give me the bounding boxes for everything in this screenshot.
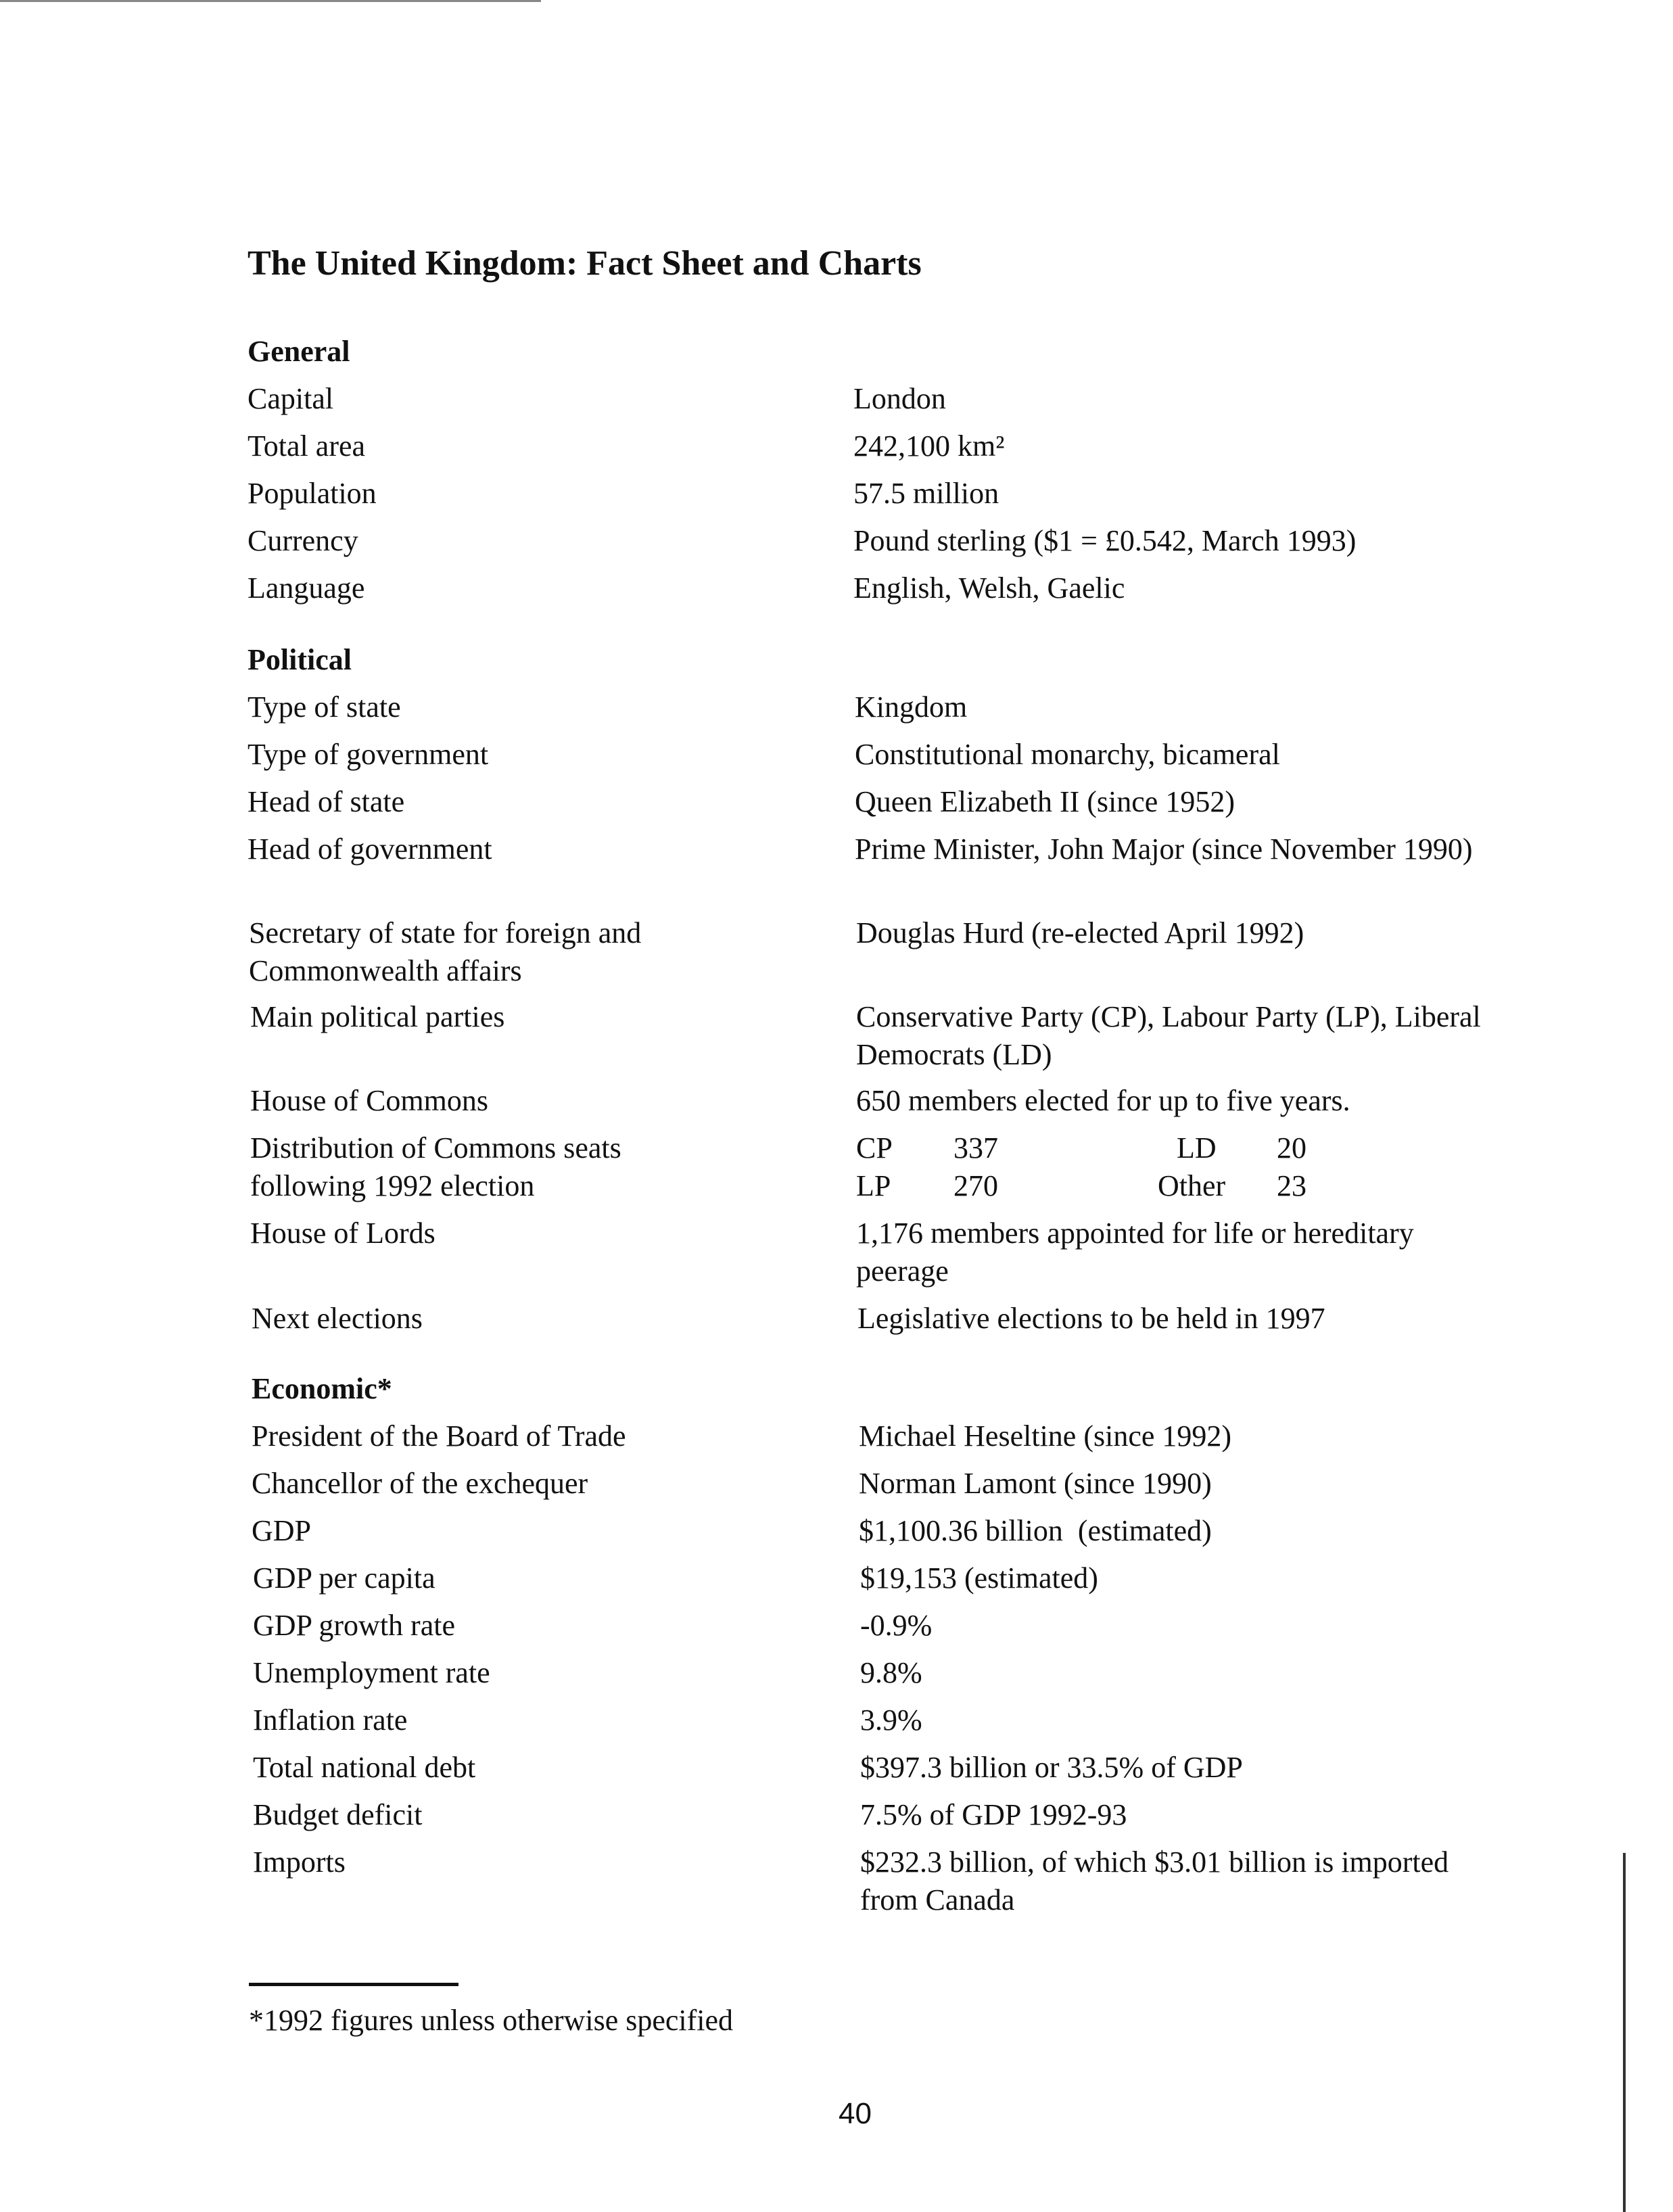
value-inflation-rate: 3.9% bbox=[860, 1703, 922, 1737]
footnote-rule bbox=[249, 1983, 458, 1986]
section-heading-political: Political bbox=[248, 643, 352, 676]
label-currency: Currency bbox=[248, 524, 358, 557]
value-house-of-commons: 650 members elected for up to five years. bbox=[856, 1084, 1350, 1117]
value-chancellor: Norman Lamont (since 1990) bbox=[859, 1467, 1212, 1500]
value-gdp: $1,100.36 billion (estimated) bbox=[859, 1514, 1212, 1547]
seat-party-ld: LD bbox=[1177, 1131, 1217, 1164]
value-head-of-state: Queen Elizabeth II (since 1952) bbox=[855, 785, 1235, 818]
label-type-of-state: Type of state bbox=[248, 690, 401, 724]
seat-count-other: 23 bbox=[1277, 1169, 1306, 1202]
value-capital: London bbox=[853, 382, 946, 415]
value-type-of-state: Kingdom bbox=[855, 690, 968, 724]
label-language: Language bbox=[248, 571, 365, 605]
section-heading-economic: Economic* bbox=[252, 1372, 392, 1405]
value-imports: $232.3 billion, of which $3.01 billion is imported from Canada bbox=[860, 1845, 1449, 1916]
label-main-political-parties: Main political parties bbox=[250, 1000, 505, 1033]
page-title: The United Kingdom: Fact Sheet and Charts bbox=[248, 244, 922, 283]
seat-party-other: Other bbox=[1158, 1169, 1226, 1202]
footnote: *1992 figures unless otherwise specified bbox=[249, 2004, 734, 2037]
label-budget-deficit: Budget deficit bbox=[253, 1798, 423, 1831]
label-chancellor: Chancellor of the exchequer bbox=[252, 1467, 588, 1500]
label-secretary-of-state: Secretary of state for foreign and Commonwealth affairs bbox=[249, 916, 642, 987]
label-house-of-lords: House of Lords bbox=[250, 1217, 435, 1250]
value-head-of-government: Prime Minister, John Major (since November 1990) bbox=[855, 832, 1473, 866]
value-main-political-parties: Conservative Party (CP), Labour Party (LP), Liberal Democrats (LD) bbox=[856, 1000, 1481, 1071]
label-total-national-debt: Total national debt bbox=[253, 1751, 476, 1784]
label-house-of-commons: House of Commons bbox=[250, 1084, 488, 1117]
label-gdp-per-capita: GDP per capita bbox=[253, 1561, 435, 1595]
value-gdp-growth-rate: -0.9% bbox=[860, 1609, 933, 1642]
value-type-of-government: Constitutional monarchy, bicameral bbox=[855, 738, 1280, 771]
value-language: English, Welsh, Gaelic bbox=[853, 571, 1125, 605]
label-head-of-government: Head of government bbox=[248, 832, 492, 866]
seat-party-lp: LP bbox=[856, 1169, 891, 1202]
scan-edge-top bbox=[0, 0, 541, 2]
value-currency: Pound sterling ($1 = £0.542, March 1993) bbox=[853, 524, 1357, 557]
value-house-of-lords: 1,176 members appointed for life or hereditary peerage bbox=[856, 1217, 1414, 1288]
scan-edge-right bbox=[1623, 1853, 1626, 2212]
seat-count-ld: 20 bbox=[1277, 1131, 1306, 1164]
value-board-of-trade: Michael Heseltine (since 1992) bbox=[859, 1419, 1232, 1453]
page-number: 40 bbox=[839, 2097, 872, 2130]
value-total-area: 242,100 km² bbox=[853, 429, 1005, 463]
label-distribution-of-seats: Distribution of Commons seats following 1992 election bbox=[250, 1131, 621, 1202]
label-type-of-government: Type of government bbox=[248, 738, 489, 771]
value-gdp-per-capita: $19,153 (estimated) bbox=[860, 1561, 1098, 1595]
section-heading-general: General bbox=[248, 335, 350, 368]
value-secretary-of-state: Douglas Hurd (re-elected April 1992) bbox=[856, 916, 1304, 949]
seat-count-cp: 337 bbox=[953, 1131, 998, 1164]
label-total-area: Total area bbox=[248, 429, 366, 463]
value-total-national-debt: $397.3 billion or 33.5% of GDP bbox=[860, 1751, 1243, 1784]
label-imports: Imports bbox=[253, 1845, 346, 1879]
value-unemployment-rate: 9.8% bbox=[860, 1656, 922, 1689]
value-budget-deficit: 7.5% of GDP 1992-93 bbox=[860, 1798, 1127, 1831]
value-population: 57.5 million bbox=[853, 477, 999, 510]
label-population: Population bbox=[248, 477, 377, 510]
value-next-elections: Legislative elections to be held in 1997 bbox=[857, 1302, 1325, 1335]
label-next-elections: Next elections bbox=[252, 1302, 423, 1335]
label-capital: Capital bbox=[248, 382, 334, 415]
label-inflation-rate: Inflation rate bbox=[253, 1703, 408, 1737]
label-board-of-trade: President of the Board of Trade bbox=[252, 1419, 626, 1453]
label-head-of-state: Head of state bbox=[248, 785, 405, 818]
label-gdp: GDP bbox=[252, 1514, 312, 1547]
label-gdp-growth-rate: GDP growth rate bbox=[253, 1609, 455, 1642]
label-unemployment-rate: Unemployment rate bbox=[253, 1656, 490, 1689]
seat-count-lp: 270 bbox=[953, 1169, 998, 1202]
seat-party-cp: CP bbox=[856, 1131, 893, 1164]
